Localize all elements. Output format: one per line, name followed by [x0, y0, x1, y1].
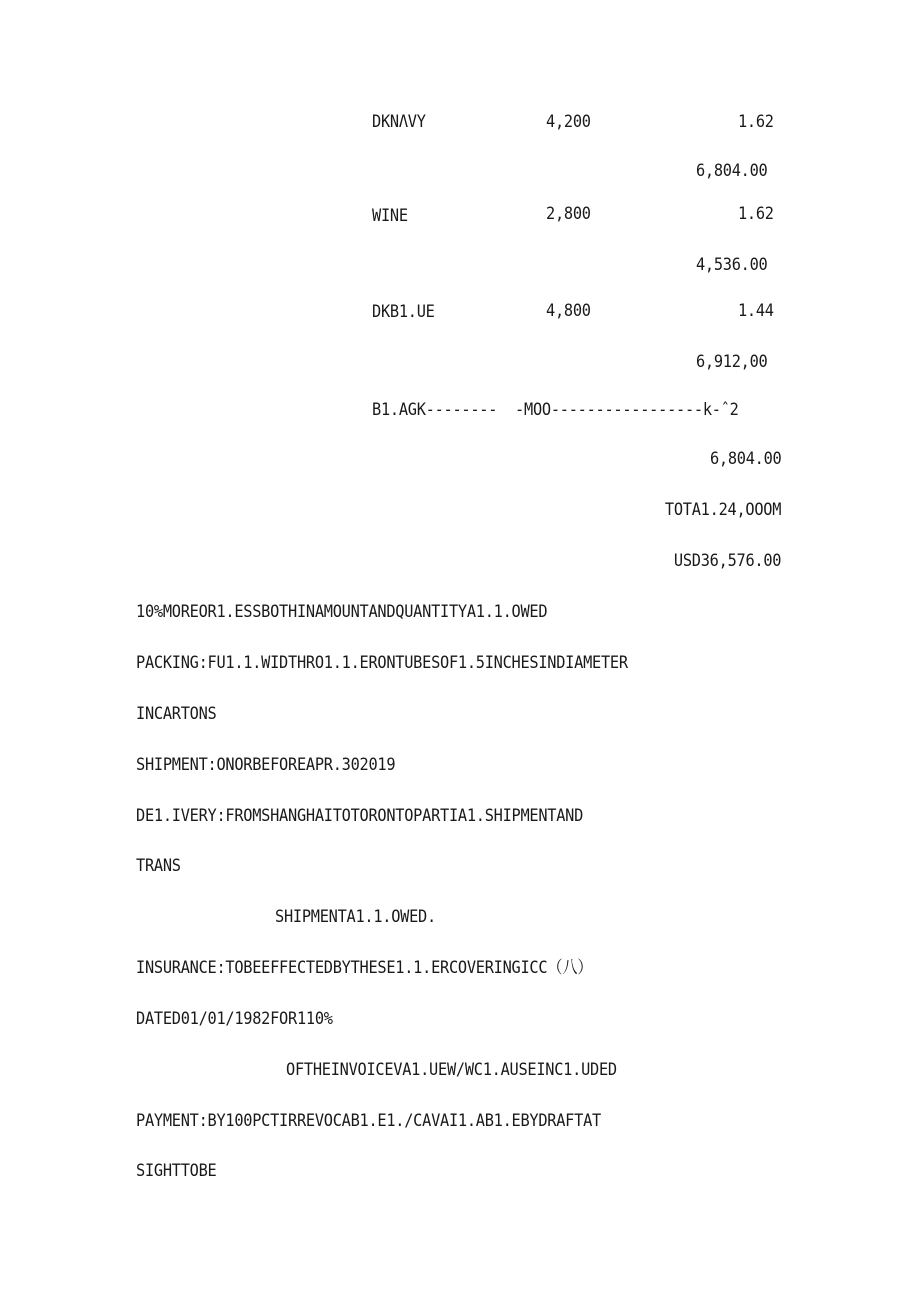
black-row-amount: 6,804.00	[709, 449, 781, 469]
packing-clause-cont: INCARTONS	[136, 704, 217, 724]
shipment-clause: SHIPMENT:ONORBEFOREAPR.302019	[136, 755, 396, 775]
delivery-clause: DE1.IVERY:FROMSHANGHAITOTORONTOPARTIA1.SHIPMENTAND	[136, 806, 584, 826]
black-row-line: B1.AGK-------- -MOO-----------------k-ˆ2	[372, 400, 739, 420]
total-quantity: TOTA1.24,OOOM	[664, 500, 781, 520]
insurance-clause-cont: DATED01/01/1982FOR110%	[136, 1009, 333, 1029]
item-unit-price: 1.62	[738, 204, 774, 224]
item-unit-price: 1.62	[738, 112, 774, 132]
item-unit-price: 1.44	[738, 301, 774, 321]
item-name: DKNΛVY	[372, 112, 426, 132]
item-amount: 6,804.00	[695, 161, 767, 181]
payment-clause-cont: SIGHTTOBE	[136, 1161, 217, 1181]
item-name: WINE	[372, 206, 408, 226]
delivery-clause-cont: SHIPMENTA1.1.OWED.	[275, 907, 436, 927]
insurance-clause-cont: OFTHEINVOICEVA1.UEW/WC1.AUSEINC1.UDED	[286, 1060, 617, 1080]
packing-clause: PACKING:FU1.1.WIDTHRO1.1.ERONTUBESOF1.5INCHESINDIAMETER	[136, 653, 628, 673]
item-amount: 6,912,00	[695, 352, 767, 372]
item-quantity: 4,200	[546, 112, 591, 132]
item-amount: 4,536.00	[695, 255, 767, 275]
item-quantity: 2,800	[546, 204, 591, 224]
total-amount: USD36,576.00	[673, 551, 781, 571]
payment-clause: PAYMENT:BY100PCTIRREVOCAB1.E1./CAVAI1.AB1.EBYDRAFTAT	[136, 1111, 601, 1131]
item-quantity: 4,800	[546, 301, 591, 321]
insurance-clause: INSURANCE:TOBEEFFECTEDBYTHESE1.1.ERCOVERINGICC（八）	[136, 958, 593, 978]
item-name: DKB1.UE	[372, 302, 435, 322]
delivery-clause-cont: TRANS	[136, 856, 181, 876]
tolerance-clause: 10%MOREOR1.ESSBOTHINAMOUNTANDQUANTITYA1.1.OWED	[136, 602, 548, 622]
